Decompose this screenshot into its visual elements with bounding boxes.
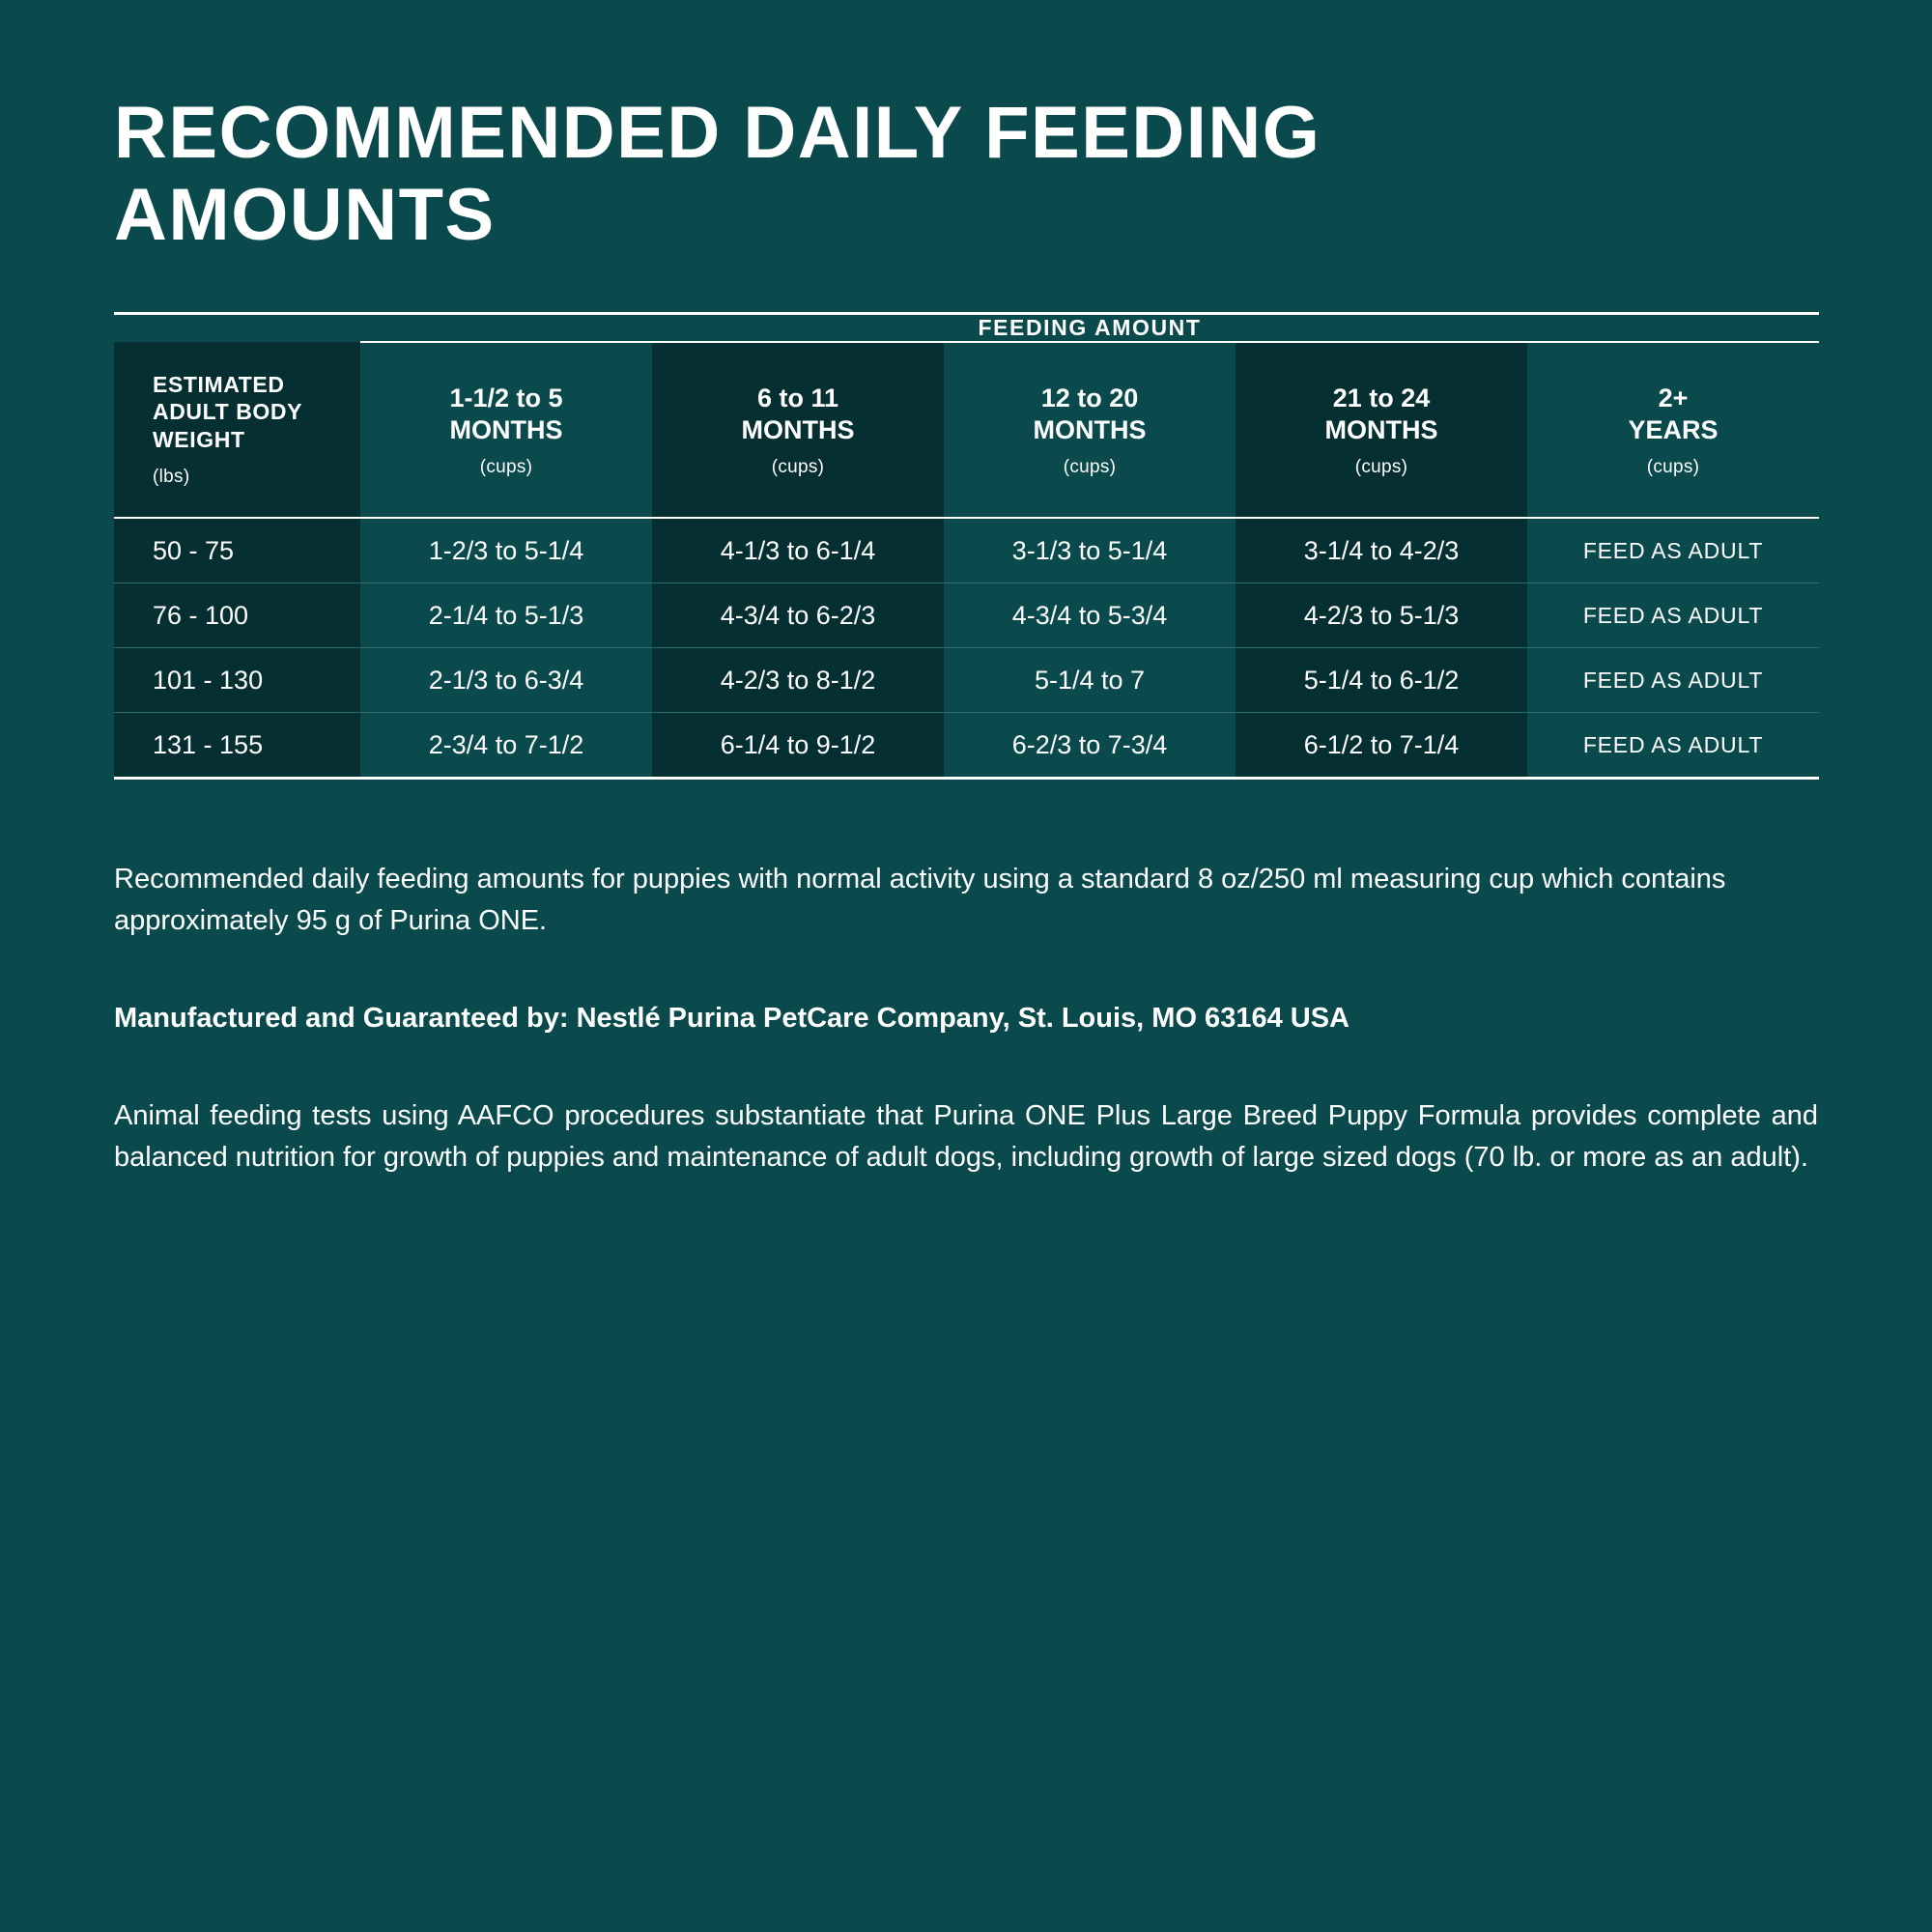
age-3-line1: 12 to 20 — [1040, 383, 1139, 412]
column-header-age-1 — [360, 342, 652, 518]
age-4-line2: MONTHS — [1324, 414, 1438, 444]
cell-weight: 76 - 100 — [114, 583, 360, 648]
cell-age-1: 2-1/4 to 5-1/3 — [360, 583, 652, 648]
cell-age-4: 6-1/2 to 7-1/4 — [1236, 713, 1527, 779]
cell-age-3: 3-1/3 to 5-1/4 — [944, 518, 1236, 583]
page-title: RECOMMENDED DAILY FEEDING AMOUNTS — [114, 92, 1321, 257]
cell-age-3: 5-1/4 to 7 — [944, 648, 1236, 713]
measuring-cup-note: Recommended daily feeding amounts for puppies with normal activity using a standard 8 oz/250 ml measuring cup which contains approximately 95 g of Purina ONE. — [114, 864, 1726, 937]
cell-age-4: 4-2/3 to 5-1/3 — [1236, 583, 1527, 648]
cell-age-5: FEED AS ADULT — [1527, 518, 1819, 583]
feeding-amounts-table — [114, 312, 1819, 780]
column-header-weight — [114, 342, 360, 518]
column-header-age-3 — [944, 342, 1236, 518]
cell-weight: 101 - 130 — [114, 648, 360, 713]
cell-age-1: 2-1/3 to 6-3/4 — [360, 648, 652, 713]
age-2-line1: 6 to 11 — [756, 383, 839, 412]
column-header-age-4 — [1236, 342, 1527, 518]
age-4-line1: 21 to 24 — [1332, 383, 1431, 412]
table-group-header-row — [114, 315, 1819, 342]
column-header-age-5 — [1527, 342, 1819, 518]
age-3-unit: (cups) — [1063, 456, 1117, 477]
weight-header-line1: ESTIMATED — [153, 371, 285, 397]
table-subheader-row — [114, 342, 1819, 518]
cell-age-5: FEED AS ADULT — [1527, 713, 1819, 779]
cell-age-1: 1-2/3 to 5-1/4 — [360, 518, 652, 583]
table-row — [114, 583, 1819, 648]
age-5-unit: (cups) — [1646, 456, 1700, 477]
group-header-spacer — [114, 315, 360, 342]
age-1-line1: 1-1/2 to 5 — [449, 383, 563, 412]
age-2-line2: MONTHS — [741, 414, 855, 444]
cell-age-5: FEED AS ADULT — [1527, 583, 1819, 648]
table-row — [114, 713, 1819, 779]
age-5-line2: YEARS — [1628, 414, 1719, 444]
age-5-line1: 2+ — [1658, 383, 1689, 412]
cell-weight: 50 - 75 — [114, 518, 360, 583]
age-1-unit: (cups) — [479, 456, 533, 477]
manufacturer-note: Manufactured and Guaranteed by: Nestlé Purina PetCare Company, St. Louis, MO 63164 USA — [114, 1003, 1350, 1035]
weight-header-unit: (lbs) — [153, 466, 190, 487]
age-4-unit: (cups) — [1354, 456, 1408, 477]
column-header-age-2 — [652, 342, 944, 518]
weight-header-line3: WEIGHT — [153, 427, 245, 453]
cell-age-5: FEED AS ADULT — [1527, 648, 1819, 713]
age-1-line2: MONTHS — [449, 414, 563, 444]
cell-age-2: 4-1/3 to 6-1/4 — [652, 518, 944, 583]
cell-age-4: 5-1/4 to 6-1/2 — [1236, 648, 1527, 713]
cell-age-2: 6-1/4 to 9-1/2 — [652, 713, 944, 779]
weight-header-line2: ADULT BODY — [153, 399, 303, 425]
age-2-unit: (cups) — [771, 456, 825, 477]
aafco-statement: Animal feeding tests using AAFCO procedures substantiate that Purina ONE Plus Large Breed Puppy Formula provides complete and balanced nutrition for growth of puppies and maintenance of adult dogs, including growth of large sized dogs (70 lb. or more as an adult). — [114, 1099, 1818, 1173]
cell-weight: 131 - 155 — [114, 713, 360, 779]
cell-age-3: 6-2/3 to 7-3/4 — [944, 713, 1236, 779]
cell-age-1: 2-3/4 to 7-1/2 — [360, 713, 652, 779]
cell-age-4: 3-1/4 to 4-2/3 — [1236, 518, 1527, 583]
feeding-amount-header: FEEDING AMOUNT — [360, 315, 1819, 342]
table-row — [114, 518, 1819, 583]
cell-age-2: 4-3/4 to 6-2/3 — [652, 583, 944, 648]
cell-age-2: 4-2/3 to 8-1/2 — [652, 648, 944, 713]
age-3-line2: MONTHS — [1033, 414, 1147, 444]
table-row — [114, 648, 1819, 713]
cell-age-3: 4-3/4 to 5-3/4 — [944, 583, 1236, 648]
